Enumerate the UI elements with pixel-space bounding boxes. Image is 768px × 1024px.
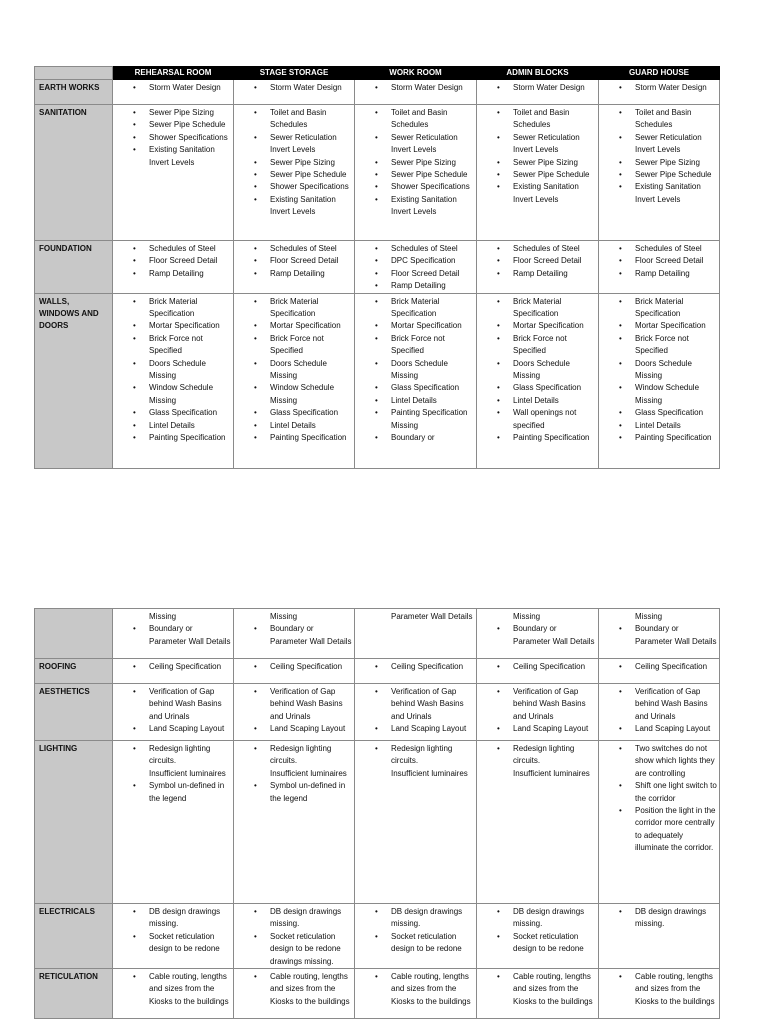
bullet-item: • Sewer Pipe Schedule — [113, 119, 233, 131]
bullet-item: • Lintel Details — [477, 395, 598, 407]
item-list — [599, 741, 719, 855]
category-cell: RETICULATION — [35, 969, 113, 1019]
bullet-item: • Ramp Detailing — [113, 268, 233, 280]
item-list — [113, 609, 233, 648]
bullet-item: • Storm Water Design — [355, 82, 476, 94]
bullet-item: • Verification of Gap behind Wash Basins and Urinals — [113, 686, 233, 723]
table-row-electricals — [35, 904, 720, 969]
bullet-item: • Window Schedule Missing — [234, 382, 354, 407]
bullet-item: • Floor Screed Detail — [355, 268, 476, 280]
bullet-item: • Redesign lighting circuits. — [355, 743, 476, 768]
cell-work-room — [355, 904, 477, 969]
cell-admin-blocks — [477, 904, 599, 969]
item-list — [599, 105, 719, 206]
cell-stage-storage — [234, 904, 355, 969]
bullet-item: • Window Schedule Missing — [599, 382, 719, 407]
bullet-item: • DB design drawings missing. — [477, 906, 598, 931]
bullet-item: • Floor Screed Detail — [234, 255, 354, 267]
bullet-item: • Two switches do not show which lights they are controlling — [599, 743, 719, 780]
bullet-item: • Toilet and Basin Schedules — [234, 107, 354, 132]
bullet-item: • Painting Specification — [234, 432, 354, 444]
item-list — [599, 241, 719, 280]
bullet-item: • Land Scaping Layout — [113, 723, 233, 735]
bullet-item: • Ceiling Specification — [599, 661, 719, 673]
cell-stage-storage — [234, 293, 355, 468]
cell-rehearsal-room — [113, 684, 234, 741]
item-list — [234, 684, 354, 736]
bullet-item: • Lintel Details — [355, 395, 476, 407]
bullet-item: • Ceiling Specification — [234, 661, 354, 673]
continued-text: Missing — [635, 612, 663, 621]
item-list — [355, 659, 476, 673]
bullet-item: • Ramp Detailing — [599, 268, 719, 280]
item-list — [355, 969, 476, 1008]
table-row-aesthetics — [35, 684, 720, 741]
bullet-item: • Schedules of Steel — [234, 243, 354, 255]
category-cell: FOUNDATION — [35, 241, 113, 294]
category-cell — [35, 609, 113, 659]
bullet-item: • Toilet and Basin Schedules — [355, 107, 476, 132]
cell-stage-storage — [234, 80, 355, 105]
bullet-item: • Land Scaping Layout — [477, 723, 598, 735]
cell-rehearsal-room — [113, 80, 234, 105]
bullet-item: • Brick Force not Specified — [477, 333, 598, 358]
cell-admin-blocks — [477, 293, 599, 468]
bullet-item: • Cable routing, lengths and sizes from the Kiosks to the buildings — [355, 971, 476, 1008]
item-list — [477, 241, 598, 280]
continued-text: Parameter Wall Details — [391, 612, 473, 621]
item-list — [477, 105, 598, 206]
cell-work-room — [355, 609, 477, 659]
bullet-item: • Existing Sanitation Invert Levels — [477, 181, 598, 206]
continued-text: Insufficient luminaires — [513, 768, 590, 778]
item-list — [234, 659, 354, 673]
table-row-roofing — [35, 659, 720, 684]
review-table-page-1 — [34, 66, 720, 469]
cell-admin-blocks — [477, 105, 599, 241]
bullet-item: • DB design drawings missing. — [234, 906, 354, 931]
bullet-item: • Land Scaping Layout — [355, 723, 476, 735]
bullet-item: • Existing Sanitation Invert Levels — [113, 144, 233, 169]
bullet-item: • Boundary or Parameter Wall Details — [234, 623, 354, 648]
cell-stage-storage — [234, 105, 355, 241]
bullet-item: • Boundary or Parameter Wall Details — [477, 623, 598, 648]
bullet-item: • Sewer Pipe Schedule — [355, 169, 476, 181]
bullet-item: • Glass Specification — [234, 407, 354, 419]
item-list — [234, 241, 354, 280]
table-row-continued — [35, 609, 720, 659]
bullet-item: • Sewer Pipe Schedule — [234, 169, 354, 181]
bullet-item: • DPC Specification — [355, 255, 476, 267]
cell-admin-blocks — [477, 684, 599, 741]
cell-stage-storage — [234, 741, 355, 904]
bullet-item: • Ceiling Specification — [355, 661, 476, 673]
item-list — [355, 684, 476, 736]
bullet-item: • Mortar Specification — [234, 320, 354, 332]
cell-work-room — [355, 969, 477, 1019]
bullet-item: • Shower Specifications — [234, 181, 354, 193]
cell-work-room — [355, 105, 477, 241]
bullet-item: • Shift one light switch to the corridor — [599, 780, 719, 805]
item-list — [113, 80, 233, 94]
table-row-reticulation — [35, 969, 720, 1019]
item-list — [599, 609, 719, 648]
bullet-item: • Sewer Pipe Sizing — [234, 157, 354, 169]
cell-work-room — [355, 241, 477, 294]
bullet-item: • Verification of Gap behind Wash Basins and Urinals — [477, 686, 598, 723]
cell-guard-house — [599, 80, 720, 105]
bullet-item: • Glass Specification — [477, 382, 598, 394]
bullet-item: • Existing Sanitation Invert Levels — [355, 194, 476, 219]
bullet-item: • Lintel Details — [113, 420, 233, 432]
bullet-item: • Storm Water Design — [234, 82, 354, 94]
cell-guard-house — [599, 904, 720, 969]
bullet-item: • Painting Specification — [477, 432, 598, 444]
bullet-item: • Boundary or Parameter Wall Details — [599, 623, 719, 648]
item-list — [477, 741, 598, 780]
item-list — [234, 969, 354, 1008]
cell-work-room — [355, 684, 477, 741]
bullet-item: • Land Scaping Layout — [234, 723, 354, 735]
bullet-item: • Floor Screed Detail — [113, 255, 233, 267]
category-cell: AESTHETICS — [35, 684, 113, 741]
cell-work-room — [355, 659, 477, 684]
cell-guard-house — [599, 969, 720, 1019]
bullet-item: • Window Schedule Missing — [113, 382, 233, 407]
bullet-item: • Brick Material Specification — [477, 296, 598, 321]
cell-rehearsal-room — [113, 969, 234, 1019]
item-list — [477, 80, 598, 94]
bullet-item: • Floor Screed Detail — [477, 255, 598, 267]
item-list — [113, 904, 233, 956]
item-list — [113, 659, 233, 673]
table-body — [35, 80, 720, 469]
header-corner — [35, 67, 113, 80]
cell-guard-house — [599, 684, 720, 741]
bullet-item: • Toilet and Basin Schedules — [477, 107, 598, 132]
bullet-item: • Sewer Pipe Sizing — [355, 157, 476, 169]
bullet-item: • Storm Water Design — [113, 82, 233, 94]
bullet-item: • Doors Schedule Missing — [234, 358, 354, 383]
bullet-item: • Socket reticulation design to be redone drawings missing. — [234, 931, 354, 968]
cell-rehearsal-room — [113, 659, 234, 684]
bullet-item: • Sewer Pipe Schedule — [599, 169, 719, 181]
continued-text: Insufficient luminaires — [391, 768, 468, 778]
bullet-item: • Storm Water Design — [477, 82, 598, 94]
cell-guard-house — [599, 105, 720, 241]
bullet-item: • Sewer Reticulation Invert Levels — [477, 132, 598, 157]
bullet-item: • Cable routing, lengths and sizes from the Kiosks to the buildings — [599, 971, 719, 1008]
bullet-item: • Cable routing, lengths and sizes from the Kiosks to the buildings — [234, 971, 354, 1008]
cell-guard-house — [599, 741, 720, 904]
item-list — [355, 80, 476, 94]
bullet-item: • Socket reticulation design to be redone — [477, 931, 598, 956]
item-list — [599, 969, 719, 1008]
item-list — [234, 609, 354, 648]
column-header: WORK ROOM — [355, 67, 477, 80]
bullet-item: • Sewer Reticulation Invert Levels — [355, 132, 476, 157]
bullet-item: • Redesign lighting circuits. — [477, 743, 598, 768]
item-list — [234, 80, 354, 94]
item-list — [355, 241, 476, 293]
bullet-item: • Ramp Detailing — [234, 268, 354, 280]
item-list — [113, 741, 233, 805]
cell-admin-blocks — [477, 969, 599, 1019]
item-list — [599, 659, 719, 673]
bullet-item: • Schedules of Steel — [355, 243, 476, 255]
cell-guard-house — [599, 293, 720, 468]
bullet-item: • Socket reticulation design to be redone — [113, 931, 233, 956]
bullet-item: • Position the light in the corridor more centrally to adequately illuminate the corridor. — [599, 805, 719, 855]
bullet-item: • Glass Specification — [113, 407, 233, 419]
bullet-item: • Brick Material Specification — [113, 296, 233, 321]
item-list — [113, 294, 233, 445]
bullet-item: • Mortar Specification — [599, 320, 719, 332]
header-row — [35, 67, 720, 80]
bullet-item: • DB design drawings missing. — [599, 906, 719, 931]
review-table-page-2 — [34, 608, 720, 1019]
bullet-item: • Cable routing, lengths and sizes from the Kiosks to the buildings — [113, 971, 233, 1008]
bullet-item: • Doors Schedule Missing — [477, 358, 598, 383]
bullet-item: • Boundary or Parameter Wall Details — [113, 623, 233, 648]
bullet-item: • Lintel Details — [599, 420, 719, 432]
bullet-item: • Doors Schedule Missing — [599, 358, 719, 383]
bullet-item: • Verification of Gap behind Wash Basins and Urinals — [355, 686, 476, 723]
table-row-foundation — [35, 241, 720, 294]
bullet-item: • Cable routing, lengths and sizes from the Kiosks to the buildings — [477, 971, 598, 1008]
continued-text: Missing — [149, 612, 177, 621]
bullet-item: • Lintel Details — [234, 420, 354, 432]
bullet-item: • Brick Material Specification — [234, 296, 354, 321]
cell-rehearsal-room — [113, 293, 234, 468]
table-row-earth-works — [35, 80, 720, 105]
cell-admin-blocks — [477, 609, 599, 659]
continued-text: Missing — [270, 612, 298, 621]
bullet-item: • Mortar Specification — [113, 320, 233, 332]
bullet-item: • Shower Specifications — [355, 181, 476, 193]
bullet-item: • Storm Water Design — [599, 82, 719, 94]
bullet-item: • Existing Sanitation Invert Levels — [599, 181, 719, 206]
continued-text: Insufficient luminaires — [270, 768, 347, 778]
category-cell: EARTH WORKS — [35, 80, 113, 105]
item-list — [477, 609, 598, 648]
cell-rehearsal-room — [113, 609, 234, 659]
bullet-item: • Painting Specification — [599, 432, 719, 444]
category-cell: ELECTRICALS — [35, 904, 113, 969]
cell-rehearsal-room — [113, 904, 234, 969]
category-cell: SANITATION — [35, 105, 113, 241]
bullet-item: • Painting Specification Missing — [355, 407, 476, 432]
bullet-item: • Sewer Pipe Sizing — [113, 107, 233, 119]
cell-guard-house — [599, 609, 720, 659]
cell-stage-storage — [234, 684, 355, 741]
item-list — [113, 684, 233, 736]
cell-stage-storage — [234, 241, 355, 294]
item-list — [599, 80, 719, 94]
bullet-item: • Brick Material Specification — [355, 296, 476, 321]
bullet-item: • Glass Specification — [599, 407, 719, 419]
bullet-item: • DB design drawings missing. — [113, 906, 233, 931]
bullet-item: • Shower Specifications — [113, 132, 233, 144]
item-list — [355, 105, 476, 219]
item-list — [234, 105, 354, 219]
bullet-item: • Sewer Pipe Schedule — [477, 169, 598, 181]
bullet-item: • Verification of Gap behind Wash Basins and Urinals — [234, 686, 354, 723]
cell-guard-house — [599, 659, 720, 684]
bullet-item: • Boundary or — [355, 432, 476, 444]
cell-stage-storage — [234, 609, 355, 659]
category-cell: LIGHTING — [35, 741, 113, 904]
cell-guard-house — [599, 241, 720, 294]
bullet-item: • Toilet and Basin Schedules — [599, 107, 719, 132]
item-list — [355, 294, 476, 445]
column-header: ADMIN BLOCKS — [477, 67, 599, 80]
bullet-item: • Symbol un-defined in the legend — [113, 780, 233, 805]
column-header: GUARD HOUSE — [599, 67, 720, 80]
bullet-item: • Sewer Pipe Sizing — [599, 157, 719, 169]
bullet-item: • Redesign lighting circuits. — [234, 743, 354, 768]
bullet-item: • Sewer Reticulation Invert Levels — [234, 132, 354, 157]
item-list — [599, 904, 719, 931]
bullet-item: • DB design drawings missing. — [355, 906, 476, 931]
cell-rehearsal-room — [113, 241, 234, 294]
category-cell: ROOFING — [35, 659, 113, 684]
cell-rehearsal-room — [113, 741, 234, 904]
item-list — [599, 684, 719, 736]
table-row-lighting — [35, 741, 720, 904]
column-header: REHEARSAL ROOM — [113, 67, 234, 80]
bullet-item: • Sewer Pipe Sizing — [477, 157, 598, 169]
bullet-item: • Floor Screed Detail — [599, 255, 719, 267]
cell-rehearsal-room — [113, 105, 234, 241]
cell-work-room — [355, 741, 477, 904]
item-list — [355, 609, 476, 623]
table-row-walls-windows-and-doors — [35, 293, 720, 468]
cell-work-room — [355, 80, 477, 105]
item-list — [234, 741, 354, 805]
cell-stage-storage — [234, 969, 355, 1019]
continued-text: Insufficient luminaires — [149, 768, 226, 778]
bullet-item: • Ramp Detailing — [477, 268, 598, 280]
bullet-item: • Brick Force not Specified — [355, 333, 476, 358]
cell-admin-blocks — [477, 659, 599, 684]
table-body — [35, 609, 720, 1019]
bullet-item: • Wall openings not specified — [477, 407, 598, 432]
item-list — [113, 105, 233, 169]
bullet-item: • Schedules of Steel — [477, 243, 598, 255]
item-list — [477, 904, 598, 956]
bullet-item: • Sewer Reticulation Invert Levels — [599, 132, 719, 157]
item-list — [355, 741, 476, 780]
category-cell: WALLS, WINDOWS AND DOORS — [35, 293, 113, 468]
bullet-item: • Doors Schedule Missing — [355, 358, 476, 383]
item-list — [234, 294, 354, 445]
item-list — [477, 684, 598, 736]
bullet-item: • Ceiling Specification — [113, 661, 233, 673]
item-list — [599, 294, 719, 445]
bullet-item: • Redesign lighting circuits. — [113, 743, 233, 768]
cell-admin-blocks — [477, 80, 599, 105]
cell-work-room — [355, 293, 477, 468]
cell-admin-blocks — [477, 741, 599, 904]
column-header: STAGE STORAGE — [234, 67, 355, 80]
item-list — [477, 969, 598, 1008]
item-list — [234, 904, 354, 968]
bullet-item: • Land Scaping Layout — [599, 723, 719, 735]
bullet-item: • Brick Force not Specified — [599, 333, 719, 358]
item-list — [477, 294, 598, 445]
bullet-item: • Brick Material Specification — [599, 296, 719, 321]
bullet-item: • Painting Specification — [113, 432, 233, 444]
bullet-item: • Socket reticulation design to be redone — [355, 931, 476, 956]
item-list — [113, 241, 233, 280]
bullet-item: • Brick Force not Specified — [234, 333, 354, 358]
bullet-item: • Verification of Gap behind Wash Basins and Urinals — [599, 686, 719, 723]
bullet-item: • Brick Force not Specified — [113, 333, 233, 358]
cell-stage-storage — [234, 659, 355, 684]
bullet-item: • Ramp Detailing — [355, 280, 476, 292]
bullet-item: • Glass Specification — [355, 382, 476, 394]
bullet-item: • Ceiling Specification — [477, 661, 598, 673]
cell-admin-blocks — [477, 241, 599, 294]
bullet-item: • Doors Schedule Missing — [113, 358, 233, 383]
bullet-item: • Symbol un-defined in the legend — [234, 780, 354, 805]
bullet-item: • Schedules of Steel — [113, 243, 233, 255]
bullet-item: • Mortar Specification — [355, 320, 476, 332]
item-list — [477, 659, 598, 673]
bullet-item: • Schedules of Steel — [599, 243, 719, 255]
bullet-item: • Existing Sanitation Invert Levels — [234, 194, 354, 219]
bullet-item: • Mortar Specification — [477, 320, 598, 332]
table-row-sanitation — [35, 105, 720, 241]
item-list — [113, 969, 233, 1008]
continued-text: Missing — [513, 612, 541, 621]
item-list — [355, 904, 476, 956]
